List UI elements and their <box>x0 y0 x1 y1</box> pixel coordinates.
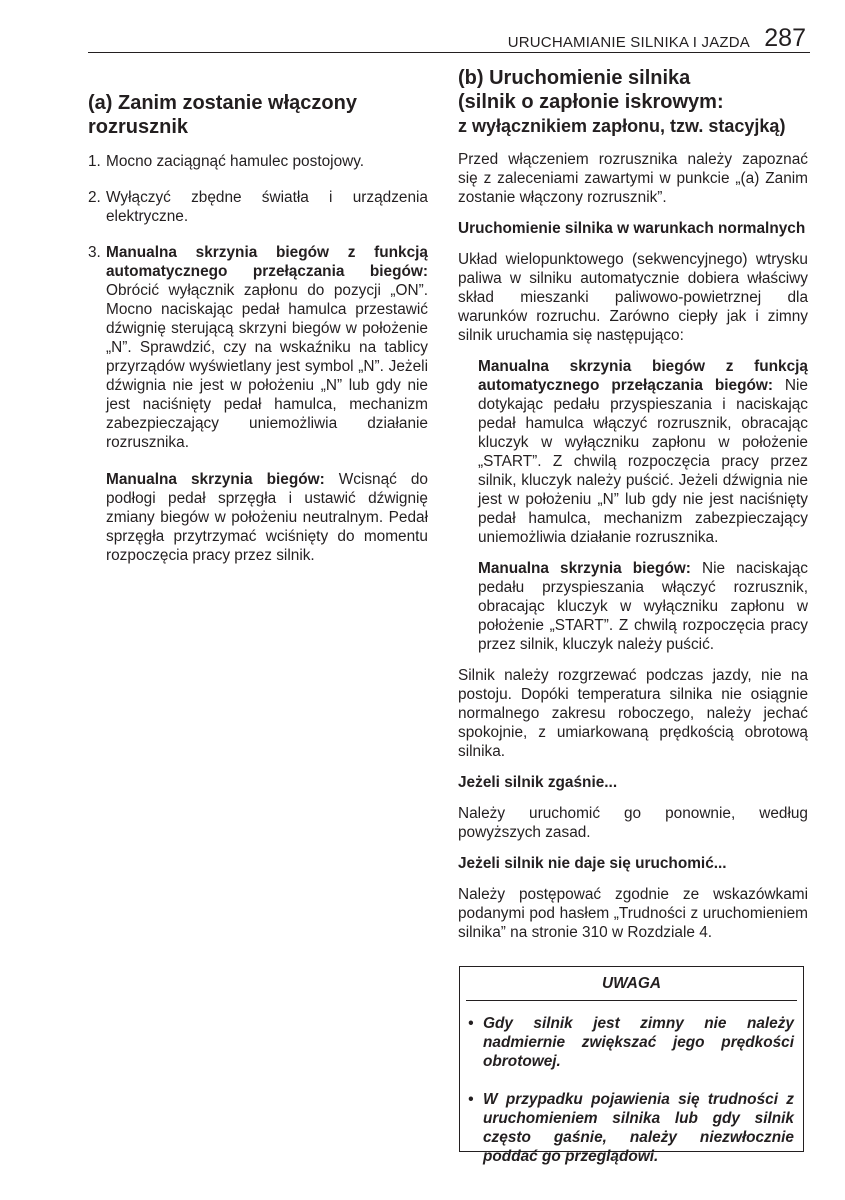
normal-paragraph: Układ wielopunktowego (sekwencyjnego) wtrysku paliwa w silniku automatycznie dobiera właściwy skład mieszanki paliwowo-powietrznej dla warunków rozruchu. Zarówno ciepły jak i zimny silnik uruchamia się następująco: <box>458 251 808 344</box>
section-a-heading: (a) Zanim zostanie włączony rozrusznik <box>88 92 357 138</box>
subheading <box>458 773 808 792</box>
paragraph-text: Nie naciskając pedału przyspieszania włączyć rozrusznik, obracając kluczyk w wyłączniku zapłonu w położenie „START”. Z chwilą rozpoczęcia pracy przez silnik, kluczyk należy puścić. <box>478 560 808 653</box>
warning-divider <box>466 1000 797 1001</box>
list-text: Wyłączyć zbędne światła i urządzenia elektryczne. <box>106 189 428 225</box>
heading-line: (b) Uruchomienie silnika <box>458 67 691 89</box>
paragraph-text: Nie dotykając pedału przyspieszania i naciskając pedał hamulca włączyć rozrusznik, obracając kluczyk w wyłączniku zapłonu w położenie „START”. Z chwilą rozpoczęcia pracy przez silnik, kluczyk należy puścić. Jeżeli dźwignia nie jest w położeniu „N” lub gdy nie jest naciśnięty pedał hamulca, mechanizm zabezpieczający uniemożliwia działanie rozrusznika. <box>478 377 808 546</box>
heading-line: (silnik o zapłonie iskrowym: <box>458 91 724 113</box>
auto-gearbox-paragraph <box>478 357 808 547</box>
warning-item <box>460 1014 803 1071</box>
section-title: URUCHAMIANIE SILNIKA I JAZDA <box>507 34 750 51</box>
list-text: Mocno zaciągnąć hamulec postojowy. <box>106 153 365 170</box>
heading-line: z wyłącznikiem zapłonu, tzw. stacyjką) <box>458 116 786 136</box>
subheading-text: Uruchomienie silnika w warunkach normalnych <box>458 220 806 237</box>
left-column <box>88 66 428 565</box>
list-number: 1. <box>88 153 101 170</box>
warning-title: UWAGA <box>602 975 661 992</box>
nostart-paragraph: Należy postępować zgodnie ze wskazówkami podanymi pod hasłem „Trudności z uruchomieniem silnika” na stronie 310 w Rozdziale 4. <box>458 886 808 941</box>
warning-box <box>459 966 804 1165</box>
subheading <box>458 219 808 238</box>
page-number: 287 <box>764 24 806 52</box>
subheading-text: Jeżeli silnik zgaśnie... <box>458 774 618 791</box>
manual-gearbox-paragraph <box>478 559 808 654</box>
right-column <box>458 66 808 942</box>
intro-paragraph: Przed włączeniem rozrusznika należy zapoznać się z zaleceniami zawartymi w punkcie „(a) Zanim zostanie włączony rozrusznik”. <box>458 151 808 206</box>
list-number: 3. <box>88 244 101 261</box>
list-item <box>88 243 428 565</box>
warmup-paragraph: Silnik należy rozgrzewać podczas jazdy, nie na postoju. Dopóki temperatura silnika nie osiągnie normalnego zakresu roboczego, należy jechać spokojnie, z umiarkowaną prędkością obrotową silnika. <box>458 667 808 760</box>
paragraph-text: Wcisnąć do podłogi pedał sprzęgła i ustawić dźwignię zmiany biegów w położeniu neutralnym. Pedał sprzęgła przytrzymać wciśnięty do momentu rozpoczęcia pracy przez silnik. <box>106 471 428 564</box>
list-text <box>106 243 428 565</box>
stall-paragraph: Należy uruchomić go ponownie, według powyższych zasad. <box>458 805 808 841</box>
bold-lead: Manualna skrzynia biegów z funkcją automatycznego przełączania biegów: <box>478 358 808 394</box>
header-rule <box>88 52 810 53</box>
bold-lead: Manualna skrzynia biegów: <box>106 471 325 488</box>
list-item <box>88 188 428 226</box>
section-b-heading <box>458 66 808 138</box>
page-header <box>88 24 810 52</box>
list-item <box>88 152 428 171</box>
bold-lead: Manualna skrzynia biegów: <box>478 560 691 577</box>
warning-item <box>460 1090 803 1166</box>
warning-text: Gdy silnik jest zimny nie należy nadmiernie zwiększać jego prędkości obrotowej. <box>483 1015 794 1070</box>
list-number: 2. <box>88 189 101 206</box>
paragraph-text: Obrócić wyłącznik zapłonu do pozycji „ON”. Mocno naciskając pedał hamulca przestawić dźwignię sterującą skrzyni biegów w położenie „N”. Sprawdzić, czy na wskaźniku na tablicy przyrządów wyświetlany jest symbol „N”. Jeżeli dźwignia nie jest w położeniu „N” lub gdy nie jest naciśnięty pedał hamulca, mechanizm zabezpieczający uniemożliwia działanie rozrusznika. <box>106 282 428 451</box>
subheading-text: Jeżeli silnik nie daje się uruchomić... <box>458 855 727 872</box>
warning-text: W przypadku pojawienia się trudności z uruchomieniem silnika lub gdy silnik często gaśnie, należy niezwłocznie poddać go przeglądowi. <box>483 1091 794 1165</box>
subheading <box>458 854 808 873</box>
bullet-marker: • <box>468 1091 474 1108</box>
bullet-marker: • <box>468 1015 474 1032</box>
bold-lead: Manualna skrzynia biegów z funkcją automatycznego przełączania biegów: <box>106 244 428 280</box>
